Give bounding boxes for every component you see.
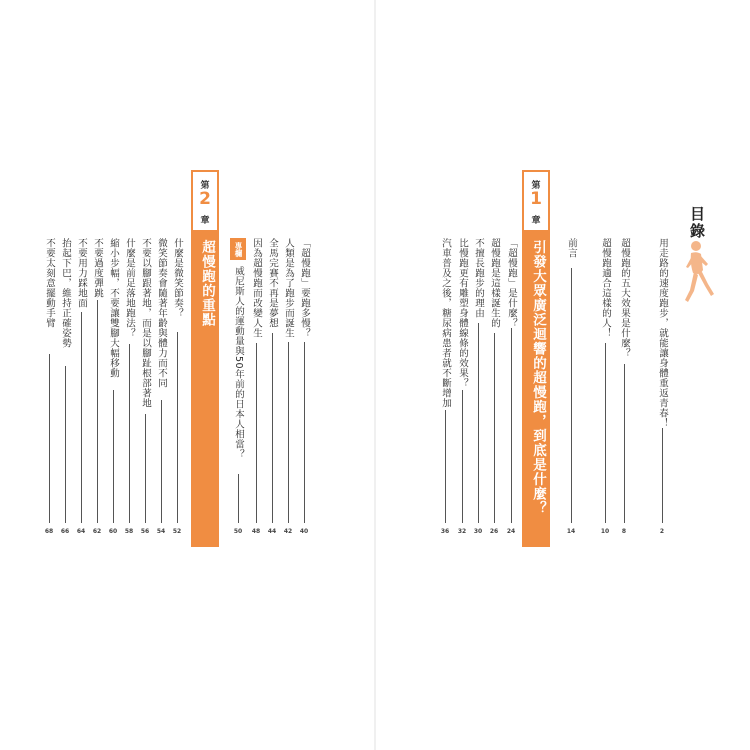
toc-entry[interactable] [121, 238, 137, 544]
chapter-label-suffix: 章 [531, 216, 541, 226]
toc-entry-title: 不要用力踩地面 [76, 238, 87, 308]
chapter-number: 1 [530, 189, 542, 209]
toc-entry-page: 40 [299, 528, 309, 535]
toc-entry[interactable] [137, 238, 153, 544]
chapter-label: 第 [200, 181, 210, 191]
leader-line [81, 312, 82, 523]
toc-entry[interactable] [89, 238, 105, 544]
toc-entry-title: 用走路的速度跑步，就能讓身體重返青春！ [657, 238, 668, 428]
leader-line [177, 332, 178, 523]
leader-line [145, 414, 146, 523]
leader-line [478, 323, 479, 523]
toc-entry[interactable] [169, 238, 185, 544]
toc-entry[interactable] [486, 238, 502, 544]
toc-entry-page: 44 [267, 528, 277, 535]
leader-line [65, 366, 66, 523]
toc-entry-page: 48 [251, 528, 261, 535]
toc-entry-title: 汽車普及之後，糖尿病患者就不斷增加 [440, 238, 451, 408]
leader-line [238, 474, 239, 523]
chapter-1-banner [522, 170, 550, 547]
leader-line [605, 343, 606, 523]
toc-entry-page: 68 [44, 528, 54, 535]
chapter-label-suffix: 章 [200, 216, 210, 226]
toc-entry-page: 32 [457, 528, 467, 535]
toc-entry-page: 30 [473, 528, 483, 535]
toc-entry-title: 因為超慢跑而改變人生 [251, 238, 262, 338]
leader-line [161, 400, 162, 523]
toc-entry-page: 36 [440, 528, 450, 535]
toc-entry-title: 比慢跑更有雕塑身體線條的效果？ [457, 238, 468, 388]
toc-entry-title: 不要太刻意擺動手臂 [44, 238, 55, 328]
toc-entry-title: 不要以腳跟著地，而是以腳趾根部著地 [140, 238, 151, 408]
toc-entry-title: 全馬完賽不再是夢想 [267, 238, 278, 328]
toc-entry[interactable] [105, 238, 121, 544]
leader-line [494, 333, 495, 523]
chapter-number: 2 [199, 189, 211, 209]
toc-entry[interactable] [73, 238, 89, 544]
toc-entry-page: 54 [156, 528, 166, 535]
leader-line [49, 354, 50, 523]
toc-entry-title: 「超慢跑」是什麼？ [506, 238, 517, 328]
chapter-2-title: 超慢跑的重點 [199, 240, 215, 327]
toc-entry[interactable] [616, 238, 632, 544]
chapter-label: 第 [531, 181, 541, 191]
leader-line [462, 390, 463, 523]
toc-entry[interactable] [296, 238, 312, 544]
book-gutter [374, 0, 376, 750]
toc-entry-title: 超慢跑是這樣誕生的 [489, 238, 500, 328]
toc-entry-title: 人類是為了跑步而誕生 [283, 238, 294, 338]
toc-entry[interactable] [597, 238, 613, 544]
toc-entry-title: 什麼是微笑節奏？ [172, 238, 183, 318]
toc-entry[interactable] [248, 238, 264, 544]
toc-entry-page: 62 [92, 528, 102, 535]
toc-entry-title: 超慢跑適合這樣的人！ [600, 238, 611, 338]
toc-entry-page: 8 [621, 528, 627, 535]
chapter-2-tab [191, 170, 219, 232]
toc-entry-title: 威尼斯人的運動量與50年前的日本人相當？ [233, 266, 244, 460]
toc-entry[interactable] [264, 238, 280, 544]
leader-line [113, 390, 114, 523]
toc-entry[interactable] [280, 238, 296, 544]
toc-entry-page: 66 [60, 528, 70, 535]
leader-line [624, 364, 625, 523]
leader-line [571, 268, 572, 523]
contents-heading: 目錄 [688, 206, 706, 240]
toc-entry-page: 50 [233, 528, 243, 535]
toc-entry-title: 不要過度彈跳 [92, 238, 103, 298]
leader-line [129, 344, 130, 523]
toc-entry[interactable] [41, 238, 57, 544]
toc-entry-title: 縮小步幅，不要讓雙腳大幅移動 [108, 238, 119, 378]
runner-illustration [681, 240, 715, 310]
toc-entry[interactable] [153, 238, 169, 544]
toc-entry[interactable] [57, 238, 73, 544]
leader-line [662, 428, 663, 523]
toc-entry-page: 58 [124, 528, 134, 535]
chapter-1-tab [522, 170, 550, 232]
leader-line [288, 342, 289, 523]
leader-line [511, 328, 512, 523]
toc-entry[interactable] [563, 238, 579, 544]
toc-entry-page: 64 [76, 528, 86, 535]
toc-entry[interactable] [470, 238, 486, 544]
toc-entry-title: 微笑節奏會隨著年齡與體力而不同 [156, 238, 167, 388]
chapter-1-title: 引發大眾廣泛迴響的超慢跑，到底是什麼？ [530, 240, 546, 516]
toc-entry-page: 26 [489, 528, 499, 535]
leader-line [256, 343, 257, 523]
toc-entry[interactable] [437, 238, 453, 544]
leader-line [304, 342, 305, 523]
toc-entry-title: 前言 [566, 238, 577, 258]
column-badge: 專欄 [230, 238, 246, 260]
toc-entry-page: 56 [140, 528, 150, 535]
toc-entry-page: 60 [108, 528, 118, 535]
toc-entry-page: 42 [283, 528, 293, 535]
toc-entry[interactable] [654, 238, 670, 544]
toc-entry-title: 不擅長跑步的理由 [473, 238, 484, 318]
toc-entry-page: 10 [600, 528, 610, 535]
toc-entry-page: 2 [659, 528, 665, 535]
toc-entry[interactable] [454, 238, 470, 544]
toc-entry[interactable] [503, 238, 519, 544]
column-entry[interactable] [230, 238, 246, 544]
toc-entry-title: 超慢跑的五大效果是什麼？ [619, 238, 630, 358]
toc-entry-page: 24 [506, 528, 516, 535]
toc-entry-title: 抬起下巴，維持正確姿勢 [60, 238, 71, 348]
toc-entry-title: 「超慢跑」要跑多慢？ [299, 238, 310, 338]
toc-entry-title: 什麼是前足落地跑法？ [124, 238, 135, 338]
chapter-2-banner [191, 170, 219, 547]
leader-line [97, 300, 98, 523]
leader-line [445, 410, 446, 523]
toc-entry-page: 52 [172, 528, 182, 535]
toc-entry-page: 14 [566, 528, 576, 535]
leader-line [272, 333, 273, 523]
